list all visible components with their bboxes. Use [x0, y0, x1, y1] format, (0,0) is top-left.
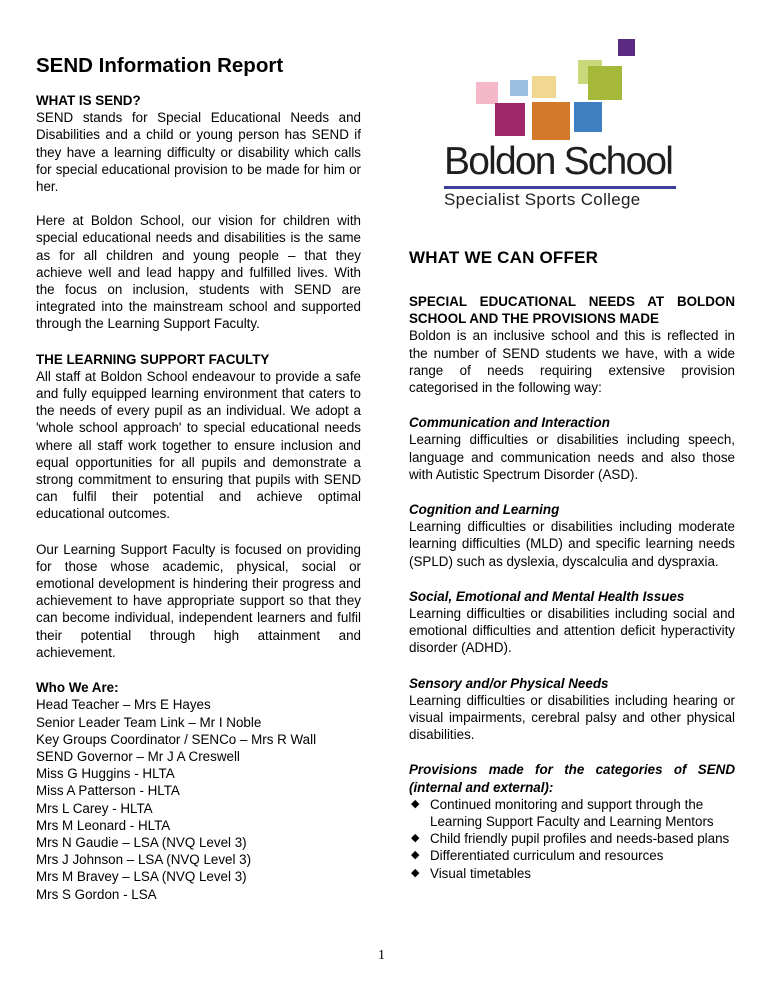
left-column	[36, 54, 361, 903]
logo-square-pink	[476, 82, 498, 104]
what-is-send-text: SEND stands for Special Educational Needs and Disabilities and a child or young person has SEND if they have a learning difficulty or disability which calls for special educational provision to be made for him or her.	[36, 110, 361, 195]
intro-paragraph: Boldon is an inclusive school and this is reflected in the number of SEND students we have, with a wide range of needs requiring extensive provision categorised in the following way:	[409, 328, 735, 396]
logo-square-peach	[532, 76, 556, 98]
learning-support-heading: THE LEARNING SUPPORT FACULTY	[36, 351, 270, 367]
logo-school-name: Boldon School	[444, 140, 673, 183]
category-title: Communication and Interaction	[409, 415, 610, 431]
page-number: 1	[378, 948, 385, 963]
staff-item: Head Teacher – Mrs E Hayes	[36, 697, 211, 713]
logo-square-green	[588, 66, 622, 100]
category-title: Social, Emotional and Mental Health Issues	[409, 588, 685, 604]
logo-square-blue	[574, 102, 602, 132]
staff-item: Mrs M Leonard - HLTA	[36, 817, 171, 833]
learning-support-text: All staff at Boldon School endeavour to provide a safe and fully equipped learning environment that caters to the needs of every pupil as an individual. We adopt a 'whole school approach' to special educational needs where all staff work together to ensure inclusion and equal opportunities for all pupils and demonstrate a strong commitment to ensuring that pupils with SEND can fulfil their potential and achieve optimal educational outcomes.	[36, 368, 361, 522]
staff-item: Mrs J Johnson – LSA (NVQ Level 3)	[36, 852, 252, 868]
category-text: Learning difficulties or disabilities including social and emotional difficulties and attention deficit hyperactivity disorder (ADHD).	[409, 606, 735, 656]
staff-item: Mrs S Gordon - LSA	[36, 886, 157, 902]
diamond-bullet-icon: ◆	[411, 866, 420, 879]
provisions-heading: Provisions made for the categories of SEND (internal and external):	[409, 762, 735, 795]
staff-list	[36, 696, 361, 902]
boldon-school-logo	[440, 36, 680, 209]
faculty-focus-paragraph: Our Learning Support Faculty is focused on providing for those whose academic, physical, social or emotional development is hindering their progress and achievement to have appropriate support so that they can become individual, independent learners and fulfil their potential through high attainment and achievement.	[36, 541, 361, 660]
staff-item: Key Groups Coordinator / SENCo – Mrs R Wall	[36, 731, 317, 747]
staff-item: Mrs M Bravey – LSA (NVQ Level 3)	[36, 869, 247, 885]
logo-square-purple	[618, 39, 635, 56]
page-title: SEND Information Report	[36, 54, 284, 77]
provisions-subheading: SPECIAL EDUCATIONAL NEEDS AT BOLDON SCHOOL AND THE PROVISIONS MADE	[409, 294, 735, 327]
list-item: ◆ Visual timetables	[411, 865, 531, 881]
staff-item: Senior Leader Team Link – Mr I Noble	[36, 714, 262, 730]
logo-square-magenta	[495, 103, 525, 136]
list-item: ◆ Differentiated curriculum and resources	[411, 848, 664, 864]
staff-item: Miss A Patterson - HLTA	[36, 783, 180, 799]
diamond-bullet-icon: ◆	[411, 832, 420, 845]
category-text: Learning difficulties or disabilities including speech, language and communication needs and also those with Autistic Spectrum Disorder (ASD).	[409, 432, 735, 482]
offer-heading: WHAT WE CAN OFFER	[409, 248, 599, 267]
category-text: Learning difficulties or disabilities including hearing or visual impairments, cerebral palsy and other physical disabilities.	[409, 692, 735, 743]
vision-paragraph: Here at Boldon School, our vision for children with special educational needs and disabilities is the same as for all children and young people – that they achieve well and lead happy and fulfilled lives. With the focus on inclusion, students with SEND are integrated into the mainstream school and supported through the Learning Support Faculty.	[36, 213, 361, 332]
staff-item: Mrs L Carey - HLTA	[36, 800, 153, 816]
staff-item: Mrs N Gaudie – LSA (NVQ Level 3)	[36, 834, 247, 850]
category-title: Cognition and Learning	[409, 502, 560, 518]
who-we-are-heading: Who We Are:	[36, 680, 119, 696]
right-column	[409, 248, 735, 882]
list-item: ◆ Continued monitoring and support through the Learning Support Faculty and Learning Mentors	[411, 796, 714, 830]
staff-item: SEND Governor – Mr J A Creswell	[36, 748, 240, 764]
category-text: Learning difficulties or disabilities including moderate learning difficulties (MLD) and specific learning needs (SPLD) such as dyslexia, dyscalculia and dyspraxia.	[409, 519, 735, 569]
diamond-bullet-icon: ◆	[411, 849, 420, 862]
staff-item: Miss G Huggins - HLTA	[36, 766, 175, 782]
logo-tagline: Specialist Sports College	[444, 190, 641, 209]
category-title: Sensory and/or Physical Needs	[409, 675, 609, 691]
what-is-send-heading: WHAT IS SEND?	[36, 93, 141, 108]
diamond-bullet-icon: ◆	[411, 797, 420, 810]
logo-square-orange	[532, 102, 570, 140]
logo-square-lightblue	[510, 80, 528, 96]
logo-divider	[444, 186, 676, 189]
list-item: ◆ Child friendly pupil profiles and needs-based plans	[411, 831, 730, 847]
provisions-list	[409, 796, 735, 882]
